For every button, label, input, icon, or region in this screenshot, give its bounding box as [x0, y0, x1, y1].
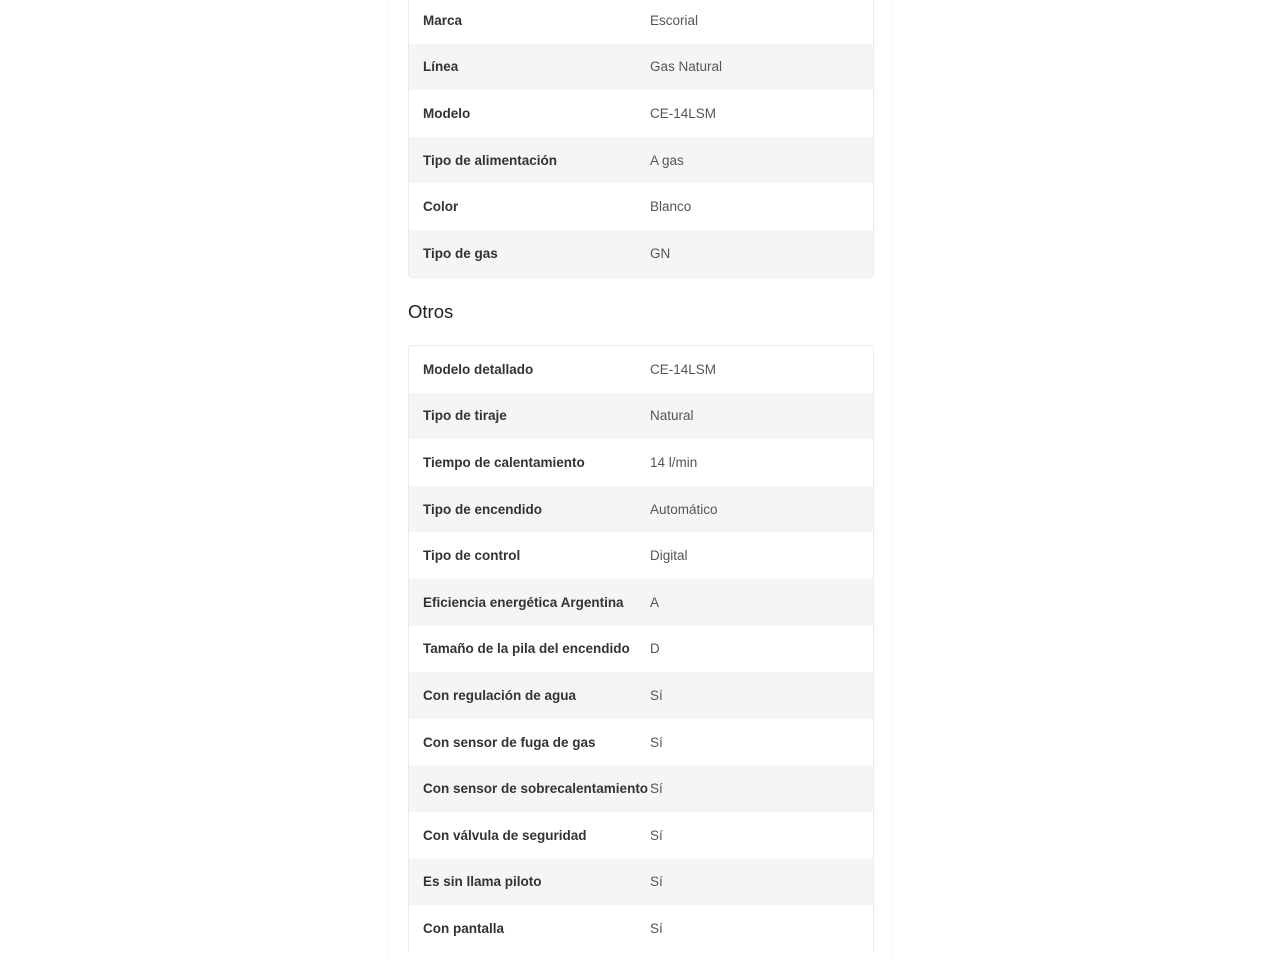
spec-row-linea: [409, 44, 873, 91]
spec-row-tamano-pila: [409, 626, 873, 673]
spec-label: Modelo: [423, 105, 471, 121]
spec-value: Automático: [650, 501, 718, 517]
spec-label: Tiempo de calentamiento: [423, 454, 585, 470]
spec-row-tipo-tiraje: [409, 393, 873, 440]
spec-row-regulacion-agua: [409, 672, 873, 719]
spec-label: Con sensor de sobrecalentamiento: [423, 781, 649, 797]
section-title-otros: Otros: [408, 301, 454, 322]
spec-value: A: [650, 594, 660, 610]
spec-value: Sí: [650, 827, 663, 843]
spec-label: Eficiencia energética Argentina: [423, 594, 624, 610]
spec-label: Con sensor de fuga de gas: [423, 734, 596, 750]
spec-value: Digital: [650, 548, 688, 564]
spec-row-tipo-control: [409, 532, 873, 579]
spec-label: Con regulación de agua: [423, 687, 577, 703]
spec-value: 14 l/min: [650, 454, 698, 470]
spec-label: Línea: [423, 59, 459, 75]
spec-value: Sí: [650, 781, 663, 797]
spec-row-tipo-alimentacion: [409, 137, 873, 184]
spec-row-sensor-fuga-gas: [409, 719, 873, 766]
spec-value: CE-14LSM: [650, 105, 717, 121]
spec-row-tipo-encendido: [409, 486, 873, 533]
spec-label: Marca: [423, 12, 463, 28]
spec-value: A gas: [650, 152, 684, 168]
spec-label: Tipo de encendido: [423, 501, 543, 517]
spec-value: Blanco: [650, 199, 692, 215]
spec-row-tipo-gas: [409, 230, 873, 277]
spec-label: Tipo de alimentación: [423, 152, 558, 168]
spec-row-color: [409, 183, 873, 230]
general-specs-table: [408, 0, 874, 278]
spec-label: Tipo de control: [423, 548, 521, 564]
spec-value: CE-14LSM: [650, 361, 717, 377]
spec-row-modelo: [409, 90, 873, 137]
spec-row-tiempo-calentamiento: [409, 439, 873, 486]
spec-value: Escorial: [650, 12, 699, 28]
otros-specs-table: [408, 345, 874, 952]
spec-label: Color: [423, 199, 459, 215]
spec-label: Es sin llama piloto: [423, 874, 542, 890]
spec-label: Tipo de gas: [423, 245, 498, 261]
spec-row-con-pantalla: [409, 905, 873, 952]
spec-value: GN: [650, 245, 671, 261]
spec-row-sensor-sobrecalentamiento: [409, 765, 873, 812]
spec-row-marca: [409, 0, 873, 44]
spec-value: Sí: [650, 687, 663, 703]
spec-label: Con pantalla: [423, 920, 505, 936]
spec-row-valvula-seguridad: [409, 812, 873, 859]
spec-label: Modelo detallado: [423, 361, 534, 377]
spec-value: Gas Natural: [650, 59, 723, 75]
spec-value: Sí: [650, 920, 663, 936]
spec-label: Con válvula de seguridad: [423, 827, 587, 843]
spec-row-sin-llama-piloto: [409, 859, 873, 906]
spec-label: Tamaño de la pila del encendido: [423, 641, 630, 657]
spec-row-eficiencia-energetica: [409, 579, 873, 626]
spec-value: Sí: [650, 874, 663, 890]
spec-value: Natural: [650, 408, 694, 424]
spec-row-modelo-detallado: [409, 346, 873, 393]
spec-label: Tipo de tiraje: [423, 408, 507, 424]
spec-value: D: [650, 641, 660, 657]
spec-value: Sí: [650, 734, 663, 750]
